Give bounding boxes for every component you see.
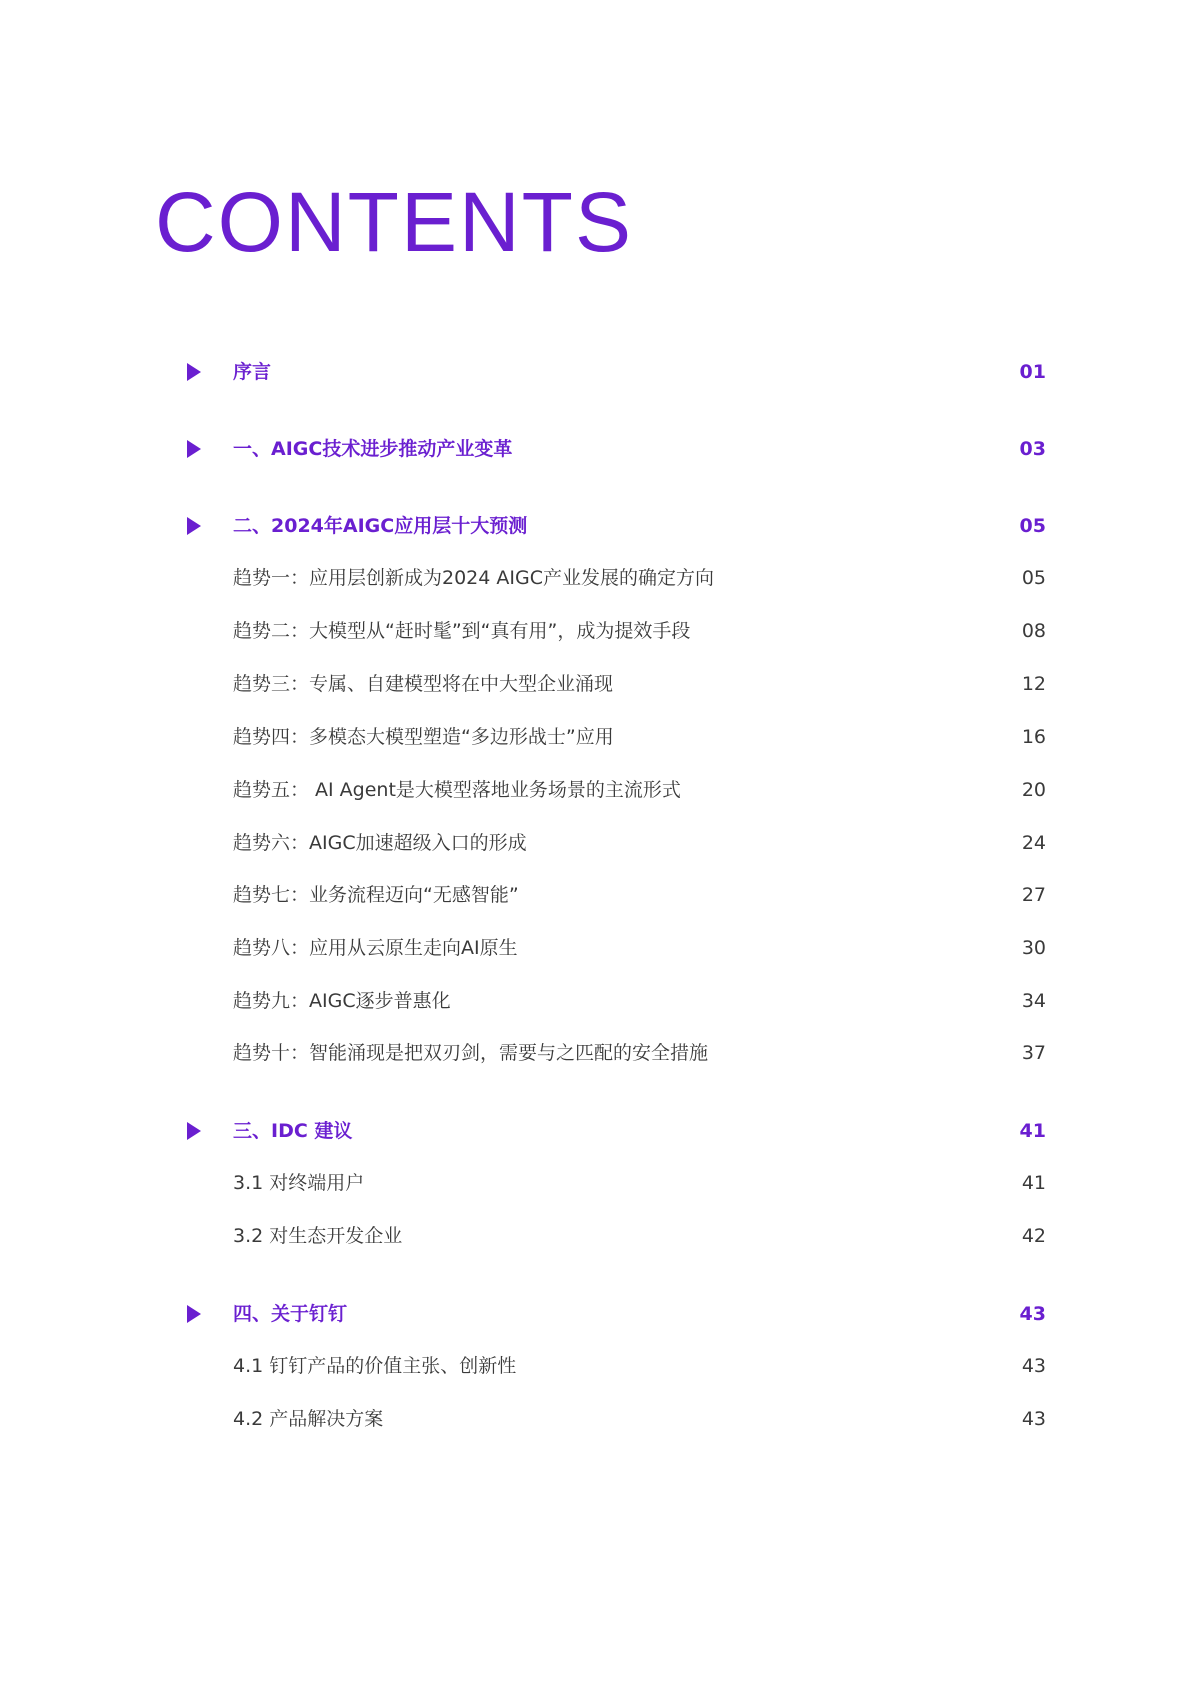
- toc-entry-page: 16: [1021, 726, 1046, 748]
- toc-entry-label: 3.2 对生态开发企业: [233, 1225, 403, 1247]
- toc-entry-trend-1[interactable]: [0, 558, 1200, 598]
- toc-entry-page: 05: [1019, 515, 1046, 537]
- toc-entry-chapter-4[interactable]: [0, 1294, 1200, 1334]
- toc-entry-page: 01: [1019, 361, 1046, 383]
- toc-entry-label: 趋势二：大模型从“赶时髦”到“真有用”，成为提效手段: [233, 620, 691, 642]
- toc-entry-section-4-1[interactable]: [0, 1346, 1200, 1386]
- toc-entry-page: 42: [1021, 1225, 1046, 1247]
- toc-entry-chapter-1[interactable]: [0, 429, 1200, 469]
- toc-entry-trend-9[interactable]: [0, 981, 1200, 1021]
- toc-entry-section-3-1[interactable]: [0, 1163, 1200, 1203]
- toc-entry-page: 43: [1021, 1355, 1046, 1377]
- toc-entry-page: 03: [1019, 438, 1046, 460]
- toc-entry-page: 41: [1021, 1172, 1046, 1194]
- toc-entry-chapter-2[interactable]: [0, 506, 1200, 546]
- toc-entry-trend-6[interactable]: [0, 823, 1200, 863]
- toc-entry-trend-4[interactable]: [0, 717, 1200, 757]
- toc-entry-label: 序言: [233, 361, 272, 383]
- toc-entry-label: 趋势七：业务流程迈向“无感智能”: [233, 884, 519, 906]
- toc-entry-label: 趋势三：专属、自建模型将在中大型企业涌现: [233, 673, 614, 695]
- play-arrow-icon: [187, 363, 201, 381]
- toc-entry-label: 4.2 产品解决方案: [233, 1408, 384, 1430]
- toc-entry-label: 4.1 钉钉产品的价值主张、创新性: [233, 1355, 517, 1377]
- toc-entry-label: 趋势十：智能涌现是把双刃剑，需要与之匹配的安全措施: [233, 1042, 709, 1064]
- toc-entry-label: 趋势五： AI Agent是大模型落地业务场景的主流形式: [233, 779, 681, 801]
- toc-entry-label: 二、2024年AIGC应用层十大预测: [233, 515, 528, 537]
- toc-entry-label: 趋势八：应用从云原生走向AI原生: [233, 937, 518, 959]
- toc-entry-page: 43: [1019, 1303, 1046, 1325]
- toc-entry-label: 一、AIGC技术进步推动产业变革: [233, 438, 513, 460]
- toc-entry-page: 27: [1021, 884, 1046, 906]
- toc-entry-trend-8[interactable]: [0, 928, 1200, 968]
- toc-entry-preface[interactable]: [0, 352, 1200, 392]
- toc-entry-section-3-2[interactable]: [0, 1216, 1200, 1256]
- toc-entry-trend-3[interactable]: [0, 664, 1200, 704]
- play-arrow-icon: [187, 440, 201, 458]
- toc-entry-label: 趋势四：多模态大模型塑造“多边形战士”应用: [233, 726, 614, 748]
- toc-entry-label: 趋势一：应用层创新成为2024 AIGC产业发展的确定方向: [233, 567, 714, 589]
- toc-entry-page: 37: [1021, 1042, 1046, 1064]
- toc-entry-section-4-2[interactable]: [0, 1399, 1200, 1439]
- toc-entry-label: 三、IDC 建议: [233, 1120, 353, 1142]
- toc-entry-page: 05: [1021, 567, 1046, 589]
- toc-entry-page: 34: [1021, 990, 1046, 1012]
- play-arrow-icon: [187, 1122, 201, 1140]
- toc-entry-page: 20: [1021, 779, 1046, 801]
- toc-entry-page: 43: [1021, 1408, 1046, 1430]
- toc-entry-page: 12: [1021, 673, 1046, 695]
- toc-entry-trend-10[interactable]: [0, 1033, 1200, 1073]
- play-arrow-icon: [187, 1305, 201, 1323]
- play-arrow-icon: [187, 517, 201, 535]
- toc-entry-page: 24: [1021, 832, 1046, 854]
- toc-entry-chapter-3[interactable]: [0, 1111, 1200, 1151]
- toc-entry-label: 趋势九：AIGC逐步普惠化: [233, 990, 451, 1012]
- toc-entry-trend-2[interactable]: [0, 611, 1200, 651]
- toc-entry-page: 08: [1021, 620, 1046, 642]
- page-title: CONTENTS: [155, 175, 633, 269]
- toc-entry-label: 3.1 对终端用户: [233, 1172, 365, 1194]
- toc-entry-label: 趋势六：AIGC加速超级入口的形成: [233, 832, 527, 854]
- toc-entry-page: 41: [1019, 1120, 1046, 1142]
- toc-entry-trend-5[interactable]: [0, 770, 1200, 810]
- toc-entry-page: 30: [1021, 937, 1046, 959]
- toc-entry-trend-7[interactable]: [0, 875, 1200, 915]
- toc-entry-label: 四、关于钉钉: [233, 1303, 348, 1325]
